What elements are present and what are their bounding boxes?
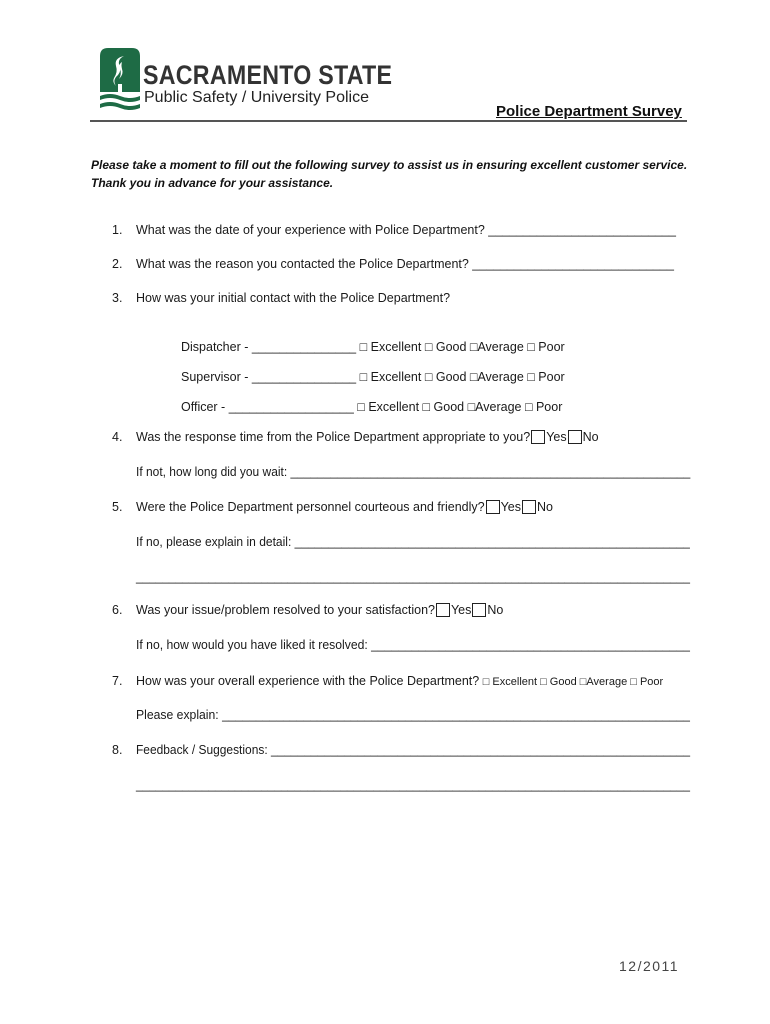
question-7-row: [136, 674, 663, 688]
question-6-row: [136, 603, 503, 617]
q4-yes-label: Yes: [546, 430, 567, 444]
q6-no-checkbox[interactable]: [472, 603, 486, 617]
question-8-text[interactable]: Feedback / Suggestions: _______________________________________________________________: [136, 743, 691, 757]
sac-state-logo-icon: [100, 48, 140, 114]
q4-no-label: No: [582, 430, 599, 444]
question-2-text[interactable]: What was the reason you contacted the Police Department? _____________________________: [136, 257, 674, 271]
question-5-text: Were the Police Department personnel courteous and friendly?: [136, 500, 485, 514]
question-8-number: 8.: [112, 743, 123, 757]
question-5-followup[interactable]: If no, please explain in detail: ___________________________________________________________: [136, 535, 690, 549]
q6-yes-label: Yes: [450, 603, 472, 617]
question-4-followup[interactable]: If not, how long did you wait: ____________________________________________________________: [136, 465, 691, 479]
question-8-extra-line[interactable]: ____________________________________________________________________________________: [136, 778, 690, 792]
intro-line-1: Please take a moment to fill out the following survey to assist us in ensuring excellent customer service.: [91, 158, 688, 172]
dispatcher-rating[interactable]: Dispatcher - _______________ □ Excellent □ Good □Average □ Poor: [181, 340, 565, 354]
q5-yes-label: Yes: [500, 500, 521, 514]
supervisor-rating[interactable]: Supervisor - _______________ □ Excellent □ Good □Average □ Poor: [181, 370, 565, 384]
q4-no-checkbox[interactable]: [568, 430, 582, 444]
question-5-row: [136, 500, 553, 514]
question-4-row: [136, 430, 599, 444]
question-7-followup[interactable]: Please explain: _____________________________________________________________________: [136, 708, 690, 722]
question-7-options[interactable]: □ Excellent □ Good □Average □ Poor: [482, 676, 664, 688]
q5-no-checkbox[interactable]: [522, 500, 536, 514]
question-3-number: 3.: [112, 291, 123, 305]
q4-yes-checkbox[interactable]: [531, 430, 545, 444]
page-title: Police Department Survey: [496, 103, 682, 120]
question-6-number: 6.: [112, 603, 123, 617]
footer-date: 12/2011: [619, 958, 680, 974]
question-2-number: 2.: [112, 257, 123, 271]
question-5-extra-line[interactable]: ____________________________________________________________________________________: [136, 570, 690, 584]
question-6-text: Was your issue/problem resolved to your satisfaction?: [136, 603, 435, 617]
officer-rating[interactable]: Officer - __________________ □ Excellent □ Good □Average □ Poor: [181, 400, 563, 414]
q6-no-label: No: [487, 603, 504, 617]
q5-yes-checkbox[interactable]: [486, 500, 500, 514]
q6-yes-checkbox[interactable]: [436, 603, 450, 617]
question-4-number: 4.: [112, 430, 123, 444]
question-4-text: Was the response time from the Police Department appropriate to you?: [136, 430, 531, 444]
question-1-text[interactable]: What was the date of your experience with Police Department? ___________________________: [136, 223, 676, 237]
header-divider: [90, 120, 687, 122]
question-3-text: How was your initial contact with the Police Department?: [136, 291, 451, 305]
q5-no-label: No: [536, 500, 553, 514]
org-subtitle: Public Safety / University Police: [144, 89, 369, 106]
question-5-number: 5.: [112, 500, 123, 514]
org-name: SACRAMENTO STATE: [143, 60, 393, 90]
question-1-number: 1.: [112, 223, 123, 237]
question-7-number: 7.: [112, 674, 123, 688]
question-6-followup[interactable]: If no, how would you have liked it resolved: _______________________________________________: [136, 638, 690, 652]
question-7-text: How was your overall experience with the Police Department?: [136, 674, 480, 688]
intro-line-2: Thank you in advance for your assistance.: [91, 176, 334, 190]
